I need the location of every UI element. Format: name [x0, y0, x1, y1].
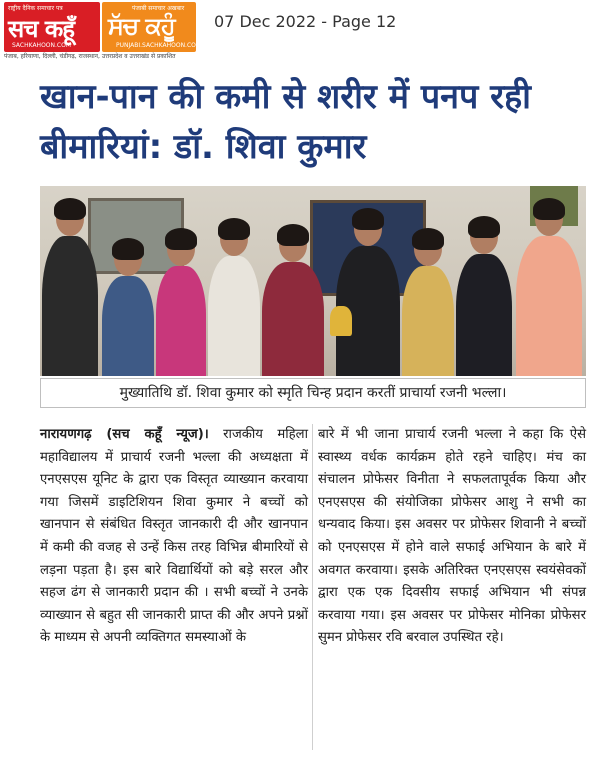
punjabi-sach-kahoon-logo	[102, 2, 202, 52]
article-text-col2: बारे में भी जाना प्राचार्य रजनी भल्ला ने कहा कि ऐसे स्वास्थ्य वर्धक कार्यक्रम होते रहने चाहिए। मंच का संचालन प्रोफेसर विनीता ने सफलतापूर्वक किया और एनएसएस की संयोजिका प्रोफेसर आशु ने सभी का धन्यवाद किया। इस अवसर पर प्रोफेसर शिवानी ने बच्चों को एनएसएस में होने वाले सफाई अभियान के बारे में अवगत करवाया। इसके अतिरिक्त एनएसएस स्वयंसेवकों द्वारा एक एक दिवसीय सफाई अभियान भी संपन्न करवाया गया। इस अवसर पर प्रोफेसर मोनिका प्रोफेसर सुमन प्रोफेसर रवि बरवाल उपस्थित रहे।	[318, 427, 586, 646]
photo-person	[262, 262, 324, 376]
photo-person	[516, 236, 582, 376]
logo1-tagline: राष्ट्रीय दैनिक समाचार पत्र	[8, 5, 63, 12]
logo2-url: PUNJABI.SACHKAHOON.COM	[116, 42, 202, 49]
photo-person	[402, 266, 454, 376]
photo-caption: मुख्यातिथि डॉ. शिवा कुमार को स्मृति चिन्ह प्रदान करतीं प्राचार्या रजनी भल्ला।	[40, 378, 586, 408]
logo2-name: ਸੱਚ ਕਹੂੰ	[108, 12, 175, 40]
article-photo	[40, 186, 586, 376]
logo2-tagline: पंजाबी समाचार अखबार	[132, 5, 185, 12]
trophy-memento	[330, 306, 352, 336]
article-column-2	[318, 424, 586, 650]
article-headline: खान-पान की कमी से शरीर में पनप रही बीमारियां: डॉ. शिवा कुमार	[40, 77, 531, 167]
page-dateline: 07 Dec 2022 - Page 12	[214, 12, 397, 31]
sach-kahoon-logo	[4, 2, 100, 52]
photo-person	[208, 256, 260, 376]
article-text-col1: राजकीय महिला महाविद्यालय में प्राचार्य रजनी भल्ला की अध्यक्षता में एनएसएस यूनिट के द्वारा एक विस्तृत व्याख्यान करवाया गया जिसमें डाइटिशियन शिवा कुमार ने बच्चों को खानपान से संबंधित विस्तृत जानकारी दी और खानपान में कमी की वजह से उन्हें किस तरह विभिन्न बीमारियों से लड़ना पड़ता है। इस बारे विद्यार्थियों को बड़े सरल और सहज ढंग से जानकारी प्रदान की । सभी बच्चों ने उनके व्याख्यान से बहुत सी जानकारी प्राप्त की और अपने प्रश्नों के माध्यम से अपनी व्यक्तिगत समस्याओं के	[40, 427, 308, 646]
logo1-url: SACHKAHOON.COM	[12, 42, 71, 49]
edition-regions: पंजाब, हरियाणा, दिल्ली, चंडीगढ़, राजस्थान, उत्तरप्रदेश व उत्तराखंड से प्रकाशित	[4, 53, 176, 60]
photo-person	[456, 254, 512, 376]
column-divider	[312, 424, 313, 750]
photo-person	[42, 236, 98, 376]
article-dateline-lead: नारायणगढ़ (सच कहूँ न्यूज)।	[40, 427, 209, 442]
logo1-name: सच कहूँ	[8, 15, 74, 43]
masthead	[0, 0, 611, 62]
photo-person	[102, 276, 154, 376]
photo-person	[156, 266, 206, 376]
article-column-1	[40, 424, 308, 650]
